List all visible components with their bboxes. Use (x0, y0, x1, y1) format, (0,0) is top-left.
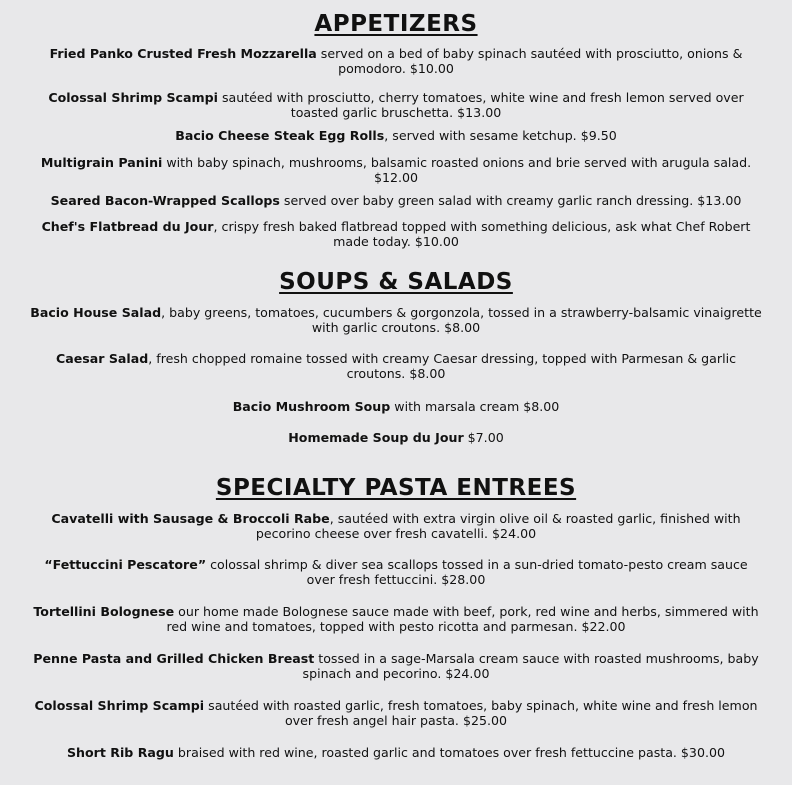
item-name: Penne Pasta and Grilled Chicken Breast (33, 651, 315, 666)
item-description: served on a bed of baby spinach sautéed with prosciutto, onions & pomodoro. $10.00 (316, 46, 743, 76)
item-name: Fried Panko Crusted Fresh Mozzarella (49, 46, 317, 61)
menu-item (30, 604, 762, 634)
menu-item (30, 193, 762, 208)
section-title-specialty-pasta: SPECIALTY PASTA ENTREES (215, 475, 577, 501)
item-description: $7.00 (463, 430, 504, 445)
item-name: Bacio Mushroom Soup (232, 399, 391, 414)
item-name: Caesar Salad (55, 351, 149, 366)
menu-item (30, 557, 762, 587)
item-description: sautéed with prosciutto, cherry tomatoes, white wine and fresh lemon served over toasted garlic bruschetta. $13.00 (217, 90, 744, 120)
item-name: Bacio Cheese Steak Egg Rolls (175, 128, 385, 143)
item-description: sautéed with roasted garlic, fresh tomatoes, baby spinach, white wine and fresh lemon over fresh angel hair pasta. $25.00 (204, 698, 758, 728)
item-description: , crispy fresh baked flatbread topped with something delicious, ask what Chef Robert made today. $10.00 (213, 219, 751, 249)
menu-item (30, 46, 762, 76)
menu-item (30, 155, 762, 185)
item-name: Short Rib Ragu (66, 745, 174, 760)
item-description: , baby greens, tomatoes, cucumbers & gorgonzola, tossed in a strawberry-balsamic vinaigrette with garlic croutons. $8.00 (161, 305, 762, 335)
item-description: , sautéed with extra virgin olive oil & roasted garlic, finished with pecorino cheese over fresh cavatelli. $24.00 (255, 511, 741, 541)
item-description: served over baby green salad with creamy garlic ranch dressing. $13.00 (279, 193, 742, 208)
item-name: Cavatelli with Sausage & Broccoli Rabe (51, 511, 330, 526)
menu-item (30, 399, 762, 414)
item-description: our home made Bolognese sauce made with beef, pork, red wine and herbs, simmered with red wine and tomatoes, topped with pesto ricotta and parmesan. $22.00 (166, 604, 759, 634)
item-name: Chef's Flatbread du Jour (41, 219, 214, 234)
menu-item (30, 219, 762, 249)
item-description: with baby spinach, mushrooms, balsamic roasted onions and brie served with arugula salad. $12.00 (162, 155, 752, 185)
item-name: Colossal Shrimp Scampi (34, 698, 205, 713)
item-name: Tortellini Bolognese (33, 604, 175, 619)
menu-item (30, 90, 762, 120)
item-name: Bacio House Salad (30, 305, 162, 320)
menu-item (30, 511, 762, 541)
menu-item (30, 745, 762, 760)
item-description: tossed in a sage-Marsala cream sauce with roasted mushrooms, baby spinach and pecorino. $24.00 (302, 651, 759, 681)
item-name: Colossal Shrimp Scampi (48, 90, 218, 105)
item-description: braised with red wine, roasted garlic and tomatoes over fresh fettuccine pasta. $30.00 (173, 745, 725, 760)
menu-item (30, 305, 762, 335)
section-title-appetizers: APPETIZERS (314, 11, 478, 37)
item-description: , served with sesame ketchup. $9.50 (384, 128, 617, 143)
menu-item (30, 351, 762, 381)
item-name: “Fettuccini Pescatore” (44, 557, 207, 572)
menu-item (30, 128, 762, 143)
item-description: , fresh chopped romaine tossed with creamy Caesar dressing, topped with Parmesan & garlic croutons. $8.00 (148, 351, 736, 381)
item-name: Multigrain Panini (40, 155, 163, 170)
menu-item (30, 430, 762, 445)
item-name: Homemade Soup du Jour (288, 430, 464, 445)
section-title-soups-salads: SOUPS & SALADS (279, 269, 513, 295)
item-description: colossal shrimp & diver sea scallops tossed in a sun-dried tomato-pesto cream sauce over fresh fettuccini. $28.00 (206, 557, 748, 587)
menu-item (30, 698, 762, 728)
menu-item (30, 651, 762, 681)
item-description: with marsala cream $8.00 (390, 399, 560, 414)
item-name: Seared Bacon-Wrapped Scallops (50, 193, 280, 208)
